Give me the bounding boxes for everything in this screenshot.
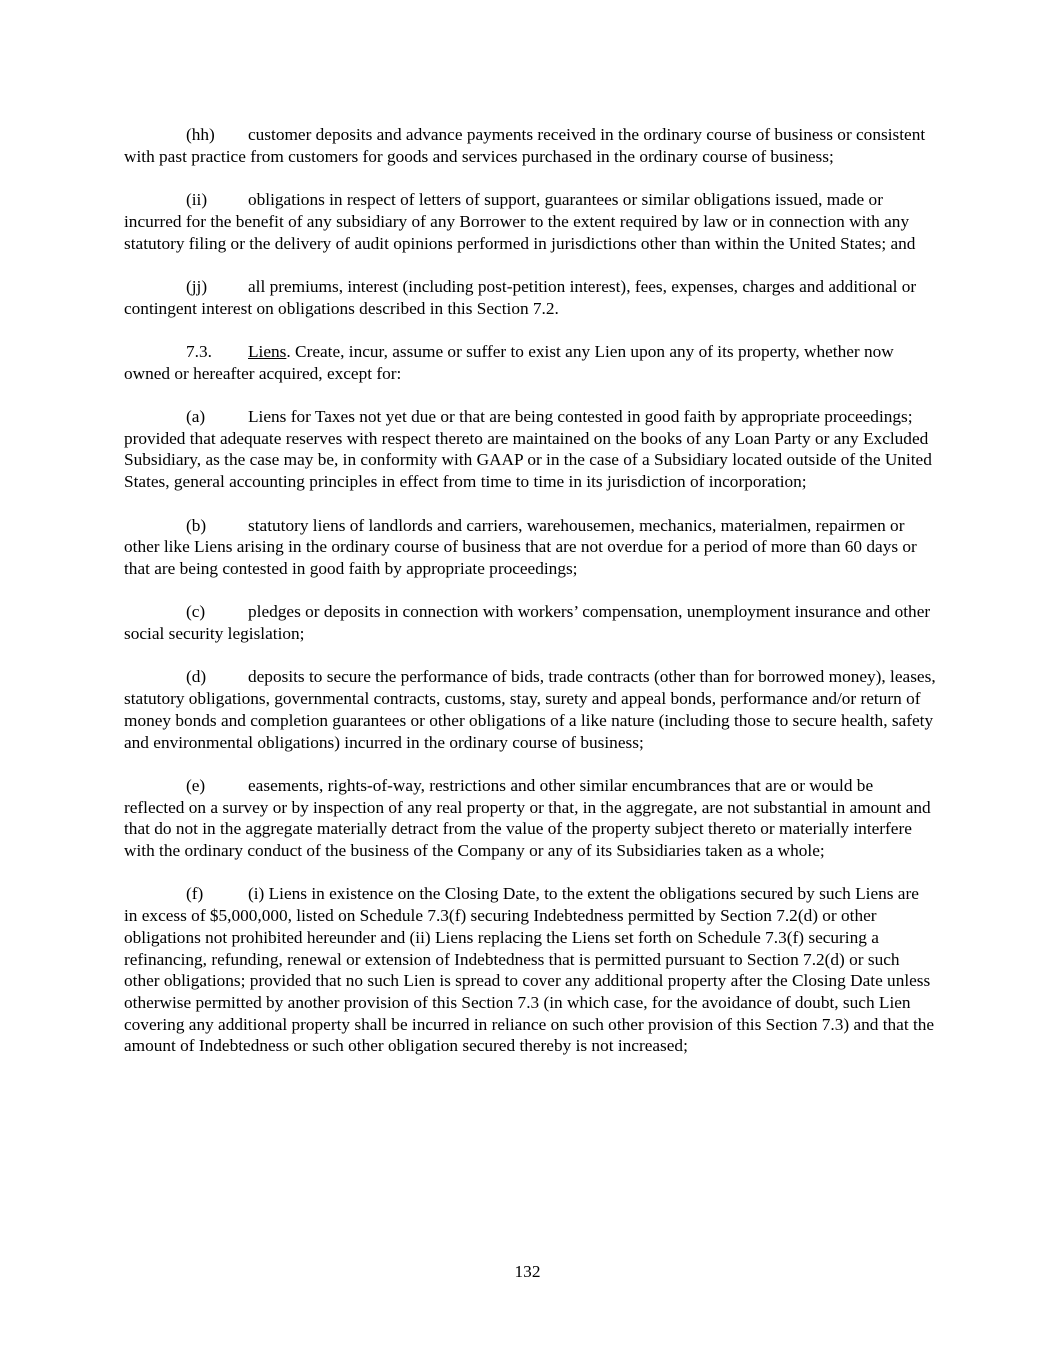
clause-number: (jj): [186, 276, 208, 296]
clause-text: pledges or deposits in connection with workers’ compensation, unemployment insurance and other social security legislation;: [124, 602, 931, 644]
clause-number: (d): [186, 667, 207, 687]
clause-number: (ii): [186, 190, 208, 210]
clause-text: all premiums, interest (including post-petition interest), fees, expenses, charges and additional or contingent interest on obligations described in this Section 7.2.: [124, 276, 917, 318]
clause-number: (c): [186, 602, 206, 622]
clause-c: [124, 601, 936, 644]
clause-a: [124, 406, 936, 493]
clause-text: easements, rights-of-way, restrictions and other similar encumbrances that are or would be reflected on a survey or by inspection of any real property or that, in the aggregate, are not substantial in amount and that do not in the aggregate materially detract from the value of the property subject thereto or materially interfere with the ordinary conduct of the business of the Company or any of its Subsidiaries taken as a whole;: [124, 775, 931, 861]
page-number: 132: [514, 1262, 541, 1281]
clause-f: [124, 883, 936, 1057]
clause-number: (f): [186, 884, 204, 904]
section-number: 7.3.: [186, 341, 212, 361]
clause-number: (b): [186, 515, 207, 535]
section-heading: Liens: [248, 341, 287, 361]
clause-text: statutory liens of landlords and carriers, warehousemen, mechanics, materialmen, repairmen or other like Liens arising in the ordinary course of business that are not overdue for a period of more than 60 days or that are being contested in good faith by appropriate proceedings;: [124, 515, 917, 578]
section-text: . Create, incur, assume or suffer to exist any Lien upon any of its property, whether now owned or hereafter acquired, except for:: [124, 341, 894, 383]
clause-jj: [124, 276, 936, 319]
clause-e: [124, 775, 936, 862]
clause-text: customer deposits and advance payments received in the ordinary course of business or consistent with past practice from customers for goods and services purchased in the ordinary course of business;: [124, 125, 926, 166]
section-7-3: [124, 341, 936, 384]
clause-text: Liens for Taxes not yet due or that are being contested in good faith by appropriate proceedings; provided that adequate reserves with respect thereto are maintained on the books of any Loan Party or any Excluded Subsidiary, as the case may be, in conformity with GAAP or in the case of a Subsidiary located outside of the United States, general accounting principles in effect from time to time in its jurisdiction of incorporation;: [124, 407, 932, 492]
document-body: [124, 124, 936, 1079]
clause-number: (hh): [186, 125, 215, 144]
clause-text: obligations in respect of letters of support, guarantees or similar obligations issued, made or incurred for the benefit of any subsidiary of any Borrower to the extent required by law or in connection with any statutory filing or the delivery of audit opinions performed in jurisdictions other than within the United States; and: [124, 190, 916, 253]
clause-text: (i) Liens in existence on the Closing Date, to the extent the obligations secured by such Liens are in excess of $5,000,000, listed on Schedule 7.3(f) securing Indebtedness permitted by Section 7.2(d) or other obligations not prohibited hereunder and (ii) Liens replacing the Liens set forth on Schedule 7.3(f) securing a refinancing, refunding, renewal or extension of Indebtedness that is permitted pursuant to Section 7.2(d) or such other obligations; provided that no such Lien is spread to cover any additional property after the Closing Date unless otherwise permitted by another provision of this Section 7.3 (in which case, for the avoidance of doubt, such Lien covering any additional property shall be incurred in reliance on such other provision of this Section 7.3) and that the amount of Indebtedness or such other obligation secured thereby is not increased;: [124, 884, 935, 1056]
clause-hh: [124, 124, 936, 167]
clause-ii: [124, 189, 936, 254]
clause-b: [124, 515, 936, 580]
clause-text: deposits to secure the performance of bids, trade contracts (other than for borrowed money), leases, statutory obligations, governmental contracts, customs, stay, surety and appeal bonds, performance and/or return of money bonds and completion guarantees or other obligations of a like nature (including those to secure health, safety and environmental obligations) incurred in the ordinary course of business;: [124, 667, 936, 752]
clause-number: (a): [186, 407, 206, 427]
clause-number: (e): [186, 775, 206, 795]
clause-d: [124, 666, 936, 753]
